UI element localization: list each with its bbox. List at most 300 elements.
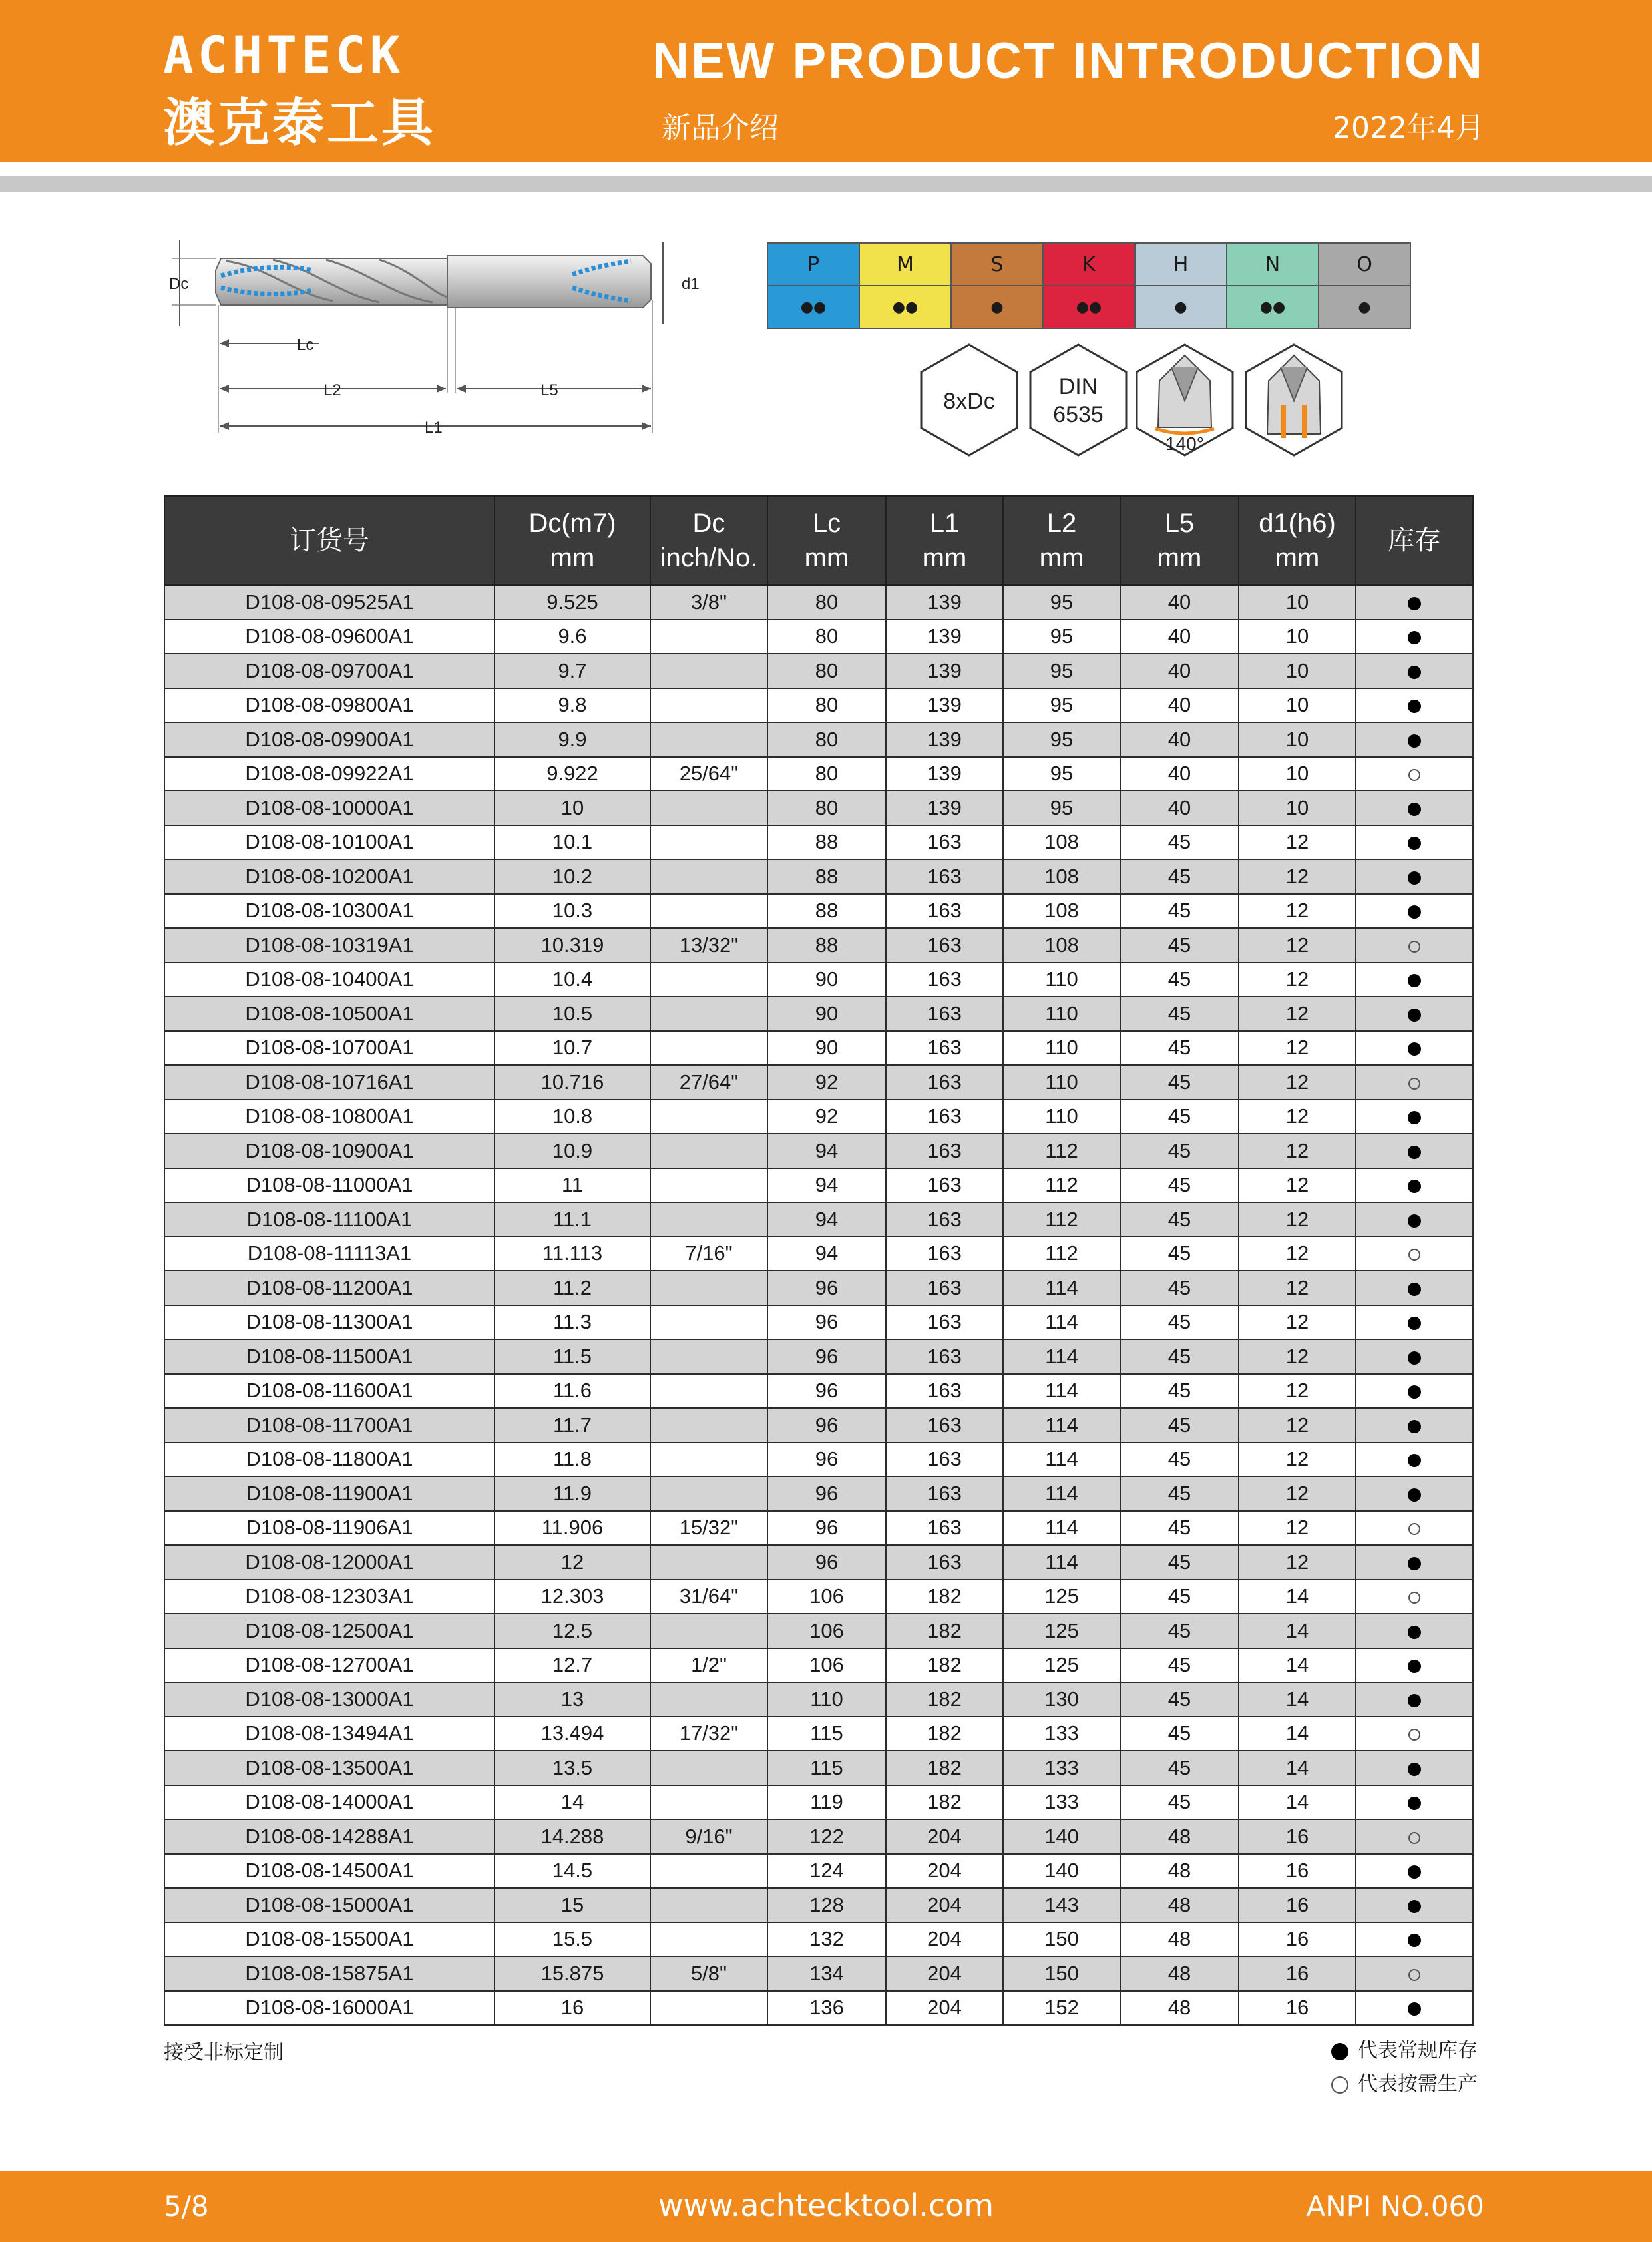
- table-cell: 10: [1239, 688, 1356, 723]
- table-row: [164, 1031, 1473, 1066]
- table-cell: 132: [767, 1922, 886, 1957]
- column-header: Dc(m7) mm: [495, 496, 650, 585]
- stock-status-cell: [1356, 928, 1473, 963]
- table-row: [164, 688, 1473, 723]
- filled-dot-icon: [1408, 1042, 1421, 1056]
- table-row: [164, 928, 1473, 963]
- table-cell: [650, 1443, 767, 1477]
- material-rating-o: ●: [1319, 286, 1410, 328]
- table-cell: 12: [1239, 1339, 1356, 1374]
- stock-status-cell: [1356, 1476, 1473, 1511]
- material-code-k: K: [1043, 243, 1135, 286]
- table-cell: [650, 1751, 767, 1785]
- legend-stock: [1331, 2034, 1478, 2068]
- stock-status-cell: [1356, 757, 1473, 791]
- material-code-h: H: [1135, 243, 1227, 286]
- table-cell: 152: [1003, 1991, 1120, 2026]
- filled-dot-icon: [1408, 1351, 1421, 1365]
- table-cell: 10: [1239, 585, 1356, 620]
- table-cell: 45: [1120, 1031, 1239, 1066]
- table-cell: 10.7: [495, 1031, 650, 1066]
- hollow-dot-icon: [1408, 1523, 1420, 1535]
- table-cell: 12: [495, 1545, 650, 1580]
- legend-order: [1331, 2068, 1478, 2101]
- table-cell: 16: [1239, 1991, 1356, 2026]
- stock-status-cell: [1356, 997, 1473, 1031]
- stock-status-cell: [1356, 859, 1473, 894]
- table-cell: 48: [1120, 1819, 1239, 1854]
- table-cell: 92: [767, 1065, 886, 1100]
- table-cell: 11.906: [495, 1511, 650, 1546]
- table-cell: 40: [1120, 722, 1239, 757]
- table-cell: 80: [767, 585, 886, 620]
- table-cell: 204: [886, 1991, 1003, 2026]
- stock-status-cell: [1356, 1751, 1473, 1785]
- table-cell: 80: [767, 722, 886, 757]
- table-cell: 45: [1120, 1339, 1239, 1374]
- table-cell: 96: [767, 1443, 886, 1477]
- table-cell: 119: [767, 1785, 886, 1820]
- order-number-cell: D108-08-10300A1: [164, 894, 495, 929]
- table-cell: 12: [1239, 1374, 1356, 1409]
- table-cell: 45: [1120, 1648, 1239, 1683]
- table-cell: 45: [1120, 1443, 1239, 1477]
- header-divider: [0, 176, 1652, 192]
- table-cell: [650, 1134, 767, 1168]
- table-row: [164, 894, 1473, 929]
- table-cell: [650, 859, 767, 894]
- table-cell: 163: [886, 1339, 1003, 1374]
- table-cell: 15: [495, 1888, 650, 1922]
- table-cell: 139: [886, 791, 1003, 825]
- table-cell: 5/8": [650, 1956, 767, 1991]
- hollow-dot-icon: [1408, 1729, 1420, 1741]
- table-row: [164, 1065, 1473, 1100]
- table-cell: 45: [1120, 1717, 1239, 1751]
- dim-label-lc: Lc: [297, 336, 314, 354]
- material-suitability-table: [767, 242, 1411, 329]
- table-cell: [650, 791, 767, 825]
- table-cell: 45: [1120, 894, 1239, 929]
- table-cell: 140: [1003, 1819, 1120, 1854]
- stock-status-cell: [1356, 825, 1473, 860]
- hollow-dot-icon: [1408, 1969, 1420, 1981]
- order-number-cell: D108-08-10100A1: [164, 825, 495, 860]
- brand-logo-en: ACHTECK: [163, 25, 405, 85]
- table-row: [164, 1305, 1473, 1340]
- table-cell: 14: [1239, 1614, 1356, 1648]
- order-number-cell: D108-08-14000A1: [164, 1785, 495, 1820]
- table-cell: 96: [767, 1339, 886, 1374]
- order-number-cell: D108-08-11200A1: [164, 1271, 495, 1305]
- product-spec-table: [164, 495, 1474, 2026]
- table-cell: 14: [1239, 1751, 1356, 1785]
- table-cell: [650, 894, 767, 929]
- table-cell: 11.8: [495, 1443, 650, 1477]
- table-cell: 80: [767, 757, 886, 791]
- stock-status-cell: [1356, 791, 1473, 825]
- table-cell: 12: [1239, 1443, 1356, 1477]
- table-cell: [650, 1100, 767, 1134]
- stock-status-cell: [1356, 1648, 1473, 1683]
- table-row: [164, 1134, 1473, 1168]
- table-cell: [650, 963, 767, 997]
- table-cell: 96: [767, 1511, 886, 1546]
- point-angle-icon: [1137, 345, 1233, 455]
- din-label: DIN: [1058, 374, 1098, 399]
- order-number-cell: D108-08-15875A1: [164, 1956, 495, 1991]
- table-cell: 80: [767, 620, 886, 654]
- table-cell: 95: [1003, 688, 1120, 723]
- table-cell: 45: [1120, 1374, 1239, 1409]
- order-number-cell: D108-08-09700A1: [164, 654, 495, 688]
- table-cell: 7/16": [650, 1237, 767, 1271]
- table-row: [164, 1888, 1473, 1922]
- table-cell: 108: [1003, 894, 1120, 929]
- table-cell: 163: [886, 1476, 1003, 1511]
- table-cell: 13.5: [495, 1751, 650, 1785]
- hollow-dot-icon: [1408, 941, 1420, 953]
- table-cell: 13/32": [650, 928, 767, 963]
- table-row: [164, 997, 1473, 1031]
- order-number-cell: D108-08-11906A1: [164, 1511, 495, 1546]
- table-body: [164, 585, 1473, 2025]
- order-number-cell: D108-08-12700A1: [164, 1648, 495, 1683]
- table-cell: 11.9: [495, 1476, 650, 1511]
- filled-dot-icon: [1408, 1317, 1421, 1330]
- filled-dot-icon: [1408, 2002, 1421, 2016]
- table-cell: 13: [495, 1682, 650, 1717]
- order-number-cell: D108-08-16000A1: [164, 1991, 495, 2026]
- table-cell: 163: [886, 1237, 1003, 1271]
- table-cell: 94: [767, 1202, 886, 1237]
- website-link[interactable]: www.achtecktool.com: [658, 2187, 994, 2223]
- table-row: [164, 1682, 1473, 1717]
- table-cell: 45: [1120, 963, 1239, 997]
- table-cell: 139: [886, 620, 1003, 654]
- table-cell: 10.5: [495, 997, 650, 1031]
- table-cell: 11: [495, 1168, 650, 1203]
- table-row: [164, 859, 1473, 894]
- stock-status-cell: [1356, 1717, 1473, 1751]
- table-cell: 182: [886, 1751, 1003, 1785]
- stock-status-cell: [1356, 1443, 1473, 1477]
- table-cell: 90: [767, 1031, 886, 1066]
- table-cell: 90: [767, 997, 886, 1031]
- stock-status-cell: [1356, 1031, 1473, 1066]
- table-row: [164, 1511, 1473, 1546]
- stock-status-cell: [1356, 620, 1473, 654]
- hollow-dot-icon: [1408, 1078, 1420, 1090]
- table-cell: 14: [1239, 1785, 1356, 1820]
- table-cell: 12: [1239, 1237, 1356, 1271]
- table-cell: 163: [886, 928, 1003, 963]
- filled-dot-icon: [1408, 1488, 1421, 1502]
- material-code-m: M: [859, 243, 951, 286]
- table-cell: [650, 1922, 767, 1957]
- page-title: NEW PRODUCT INTRODUCTION: [652, 33, 1484, 89]
- table-cell: 14: [1239, 1580, 1356, 1614]
- table-cell: 12.7: [495, 1648, 650, 1683]
- table-cell: 112: [1003, 1202, 1120, 1237]
- filled-dot-icon: [1408, 1797, 1421, 1810]
- order-number-cell: D108-08-15500A1: [164, 1922, 495, 1957]
- filled-dot-icon: [1408, 700, 1421, 713]
- filled-dot-icon: [1408, 1420, 1421, 1433]
- filled-dot-icon: [1408, 837, 1421, 850]
- filled-dot-icon: [1408, 1626, 1421, 1639]
- table-cell: 163: [886, 1511, 1003, 1546]
- table-cell: [650, 620, 767, 654]
- table-cell: 114: [1003, 1374, 1120, 1409]
- table-row: [164, 1648, 1473, 1683]
- table-cell: 12: [1239, 894, 1356, 929]
- order-number-cell: D108-08-09600A1: [164, 620, 495, 654]
- table-cell: 94: [767, 1237, 886, 1271]
- stock-status-cell: [1356, 894, 1473, 929]
- table-cell: 40: [1120, 757, 1239, 791]
- hollow-dot-icon: [1331, 2076, 1348, 2094]
- material-rating-h: ●: [1135, 286, 1227, 328]
- table-cell: 45: [1120, 1580, 1239, 1614]
- din-number-label: 6535: [1053, 402, 1104, 427]
- table-cell: 12: [1239, 1134, 1356, 1168]
- filled-dot-icon: [1408, 1385, 1421, 1399]
- table-cell: 110: [1003, 1031, 1120, 1066]
- table-cell: 45: [1120, 1476, 1239, 1511]
- table-cell: [650, 1374, 767, 1409]
- order-number-cell: D108-08-10200A1: [164, 859, 495, 894]
- table-cell: 92: [767, 1100, 886, 1134]
- table-cell: 16: [1239, 1819, 1356, 1854]
- table-cell: 10.3: [495, 894, 650, 929]
- table-cell: 12: [1239, 859, 1356, 894]
- table-cell: [650, 1888, 767, 1922]
- table-cell: 48: [1120, 1922, 1239, 1957]
- table-cell: 94: [767, 1134, 886, 1168]
- column-header: L5 mm: [1120, 496, 1239, 585]
- order-number-cell: D108-08-13000A1: [164, 1682, 495, 1717]
- order-number-cell: D108-08-11500A1: [164, 1339, 495, 1374]
- hollow-dot-icon: [1408, 1592, 1420, 1604]
- table-cell: 110: [1003, 1100, 1120, 1134]
- table-cell: 163: [886, 1374, 1003, 1409]
- table-row: [164, 1202, 1473, 1237]
- table-cell: 17/32": [650, 1717, 767, 1751]
- table-cell: 12: [1239, 1545, 1356, 1580]
- filled-dot-icon: [1408, 1146, 1421, 1159]
- table-row: [164, 1922, 1473, 1957]
- table-cell: 95: [1003, 654, 1120, 688]
- dim-label-d1: d1: [682, 275, 700, 293]
- table-row: [164, 1168, 1473, 1203]
- stock-status-cell: [1356, 1545, 1473, 1580]
- table-cell: 12: [1239, 963, 1356, 997]
- table-cell: 45: [1120, 1511, 1239, 1546]
- table-cell: 48: [1120, 1888, 1239, 1922]
- table-cell: 11.5: [495, 1339, 650, 1374]
- table-cell: [650, 825, 767, 860]
- table-cell: 11.3: [495, 1305, 650, 1340]
- order-number-cell: D108-08-09922A1: [164, 757, 495, 791]
- table-cell: 163: [886, 1100, 1003, 1134]
- table-cell: 10.2: [495, 859, 650, 894]
- table-cell: 10: [1239, 722, 1356, 757]
- filled-dot-icon: [1331, 2043, 1348, 2060]
- table-cell: 182: [886, 1717, 1003, 1751]
- filled-dot-icon: [1408, 1694, 1421, 1707]
- table-cell: 10.319: [495, 928, 650, 963]
- table-cell: 16: [1239, 1956, 1356, 1991]
- table-cell: 112: [1003, 1168, 1120, 1203]
- table-cell: 204: [886, 1922, 1003, 1957]
- table-cell: 45: [1120, 1751, 1239, 1785]
- order-number-cell: D108-08-12500A1: [164, 1614, 495, 1648]
- table-cell: 15.5: [495, 1922, 650, 1957]
- din-standard-icon: [1030, 345, 1126, 455]
- filled-dot-icon: [1408, 871, 1421, 885]
- filled-dot-icon: [1408, 597, 1421, 610]
- dim-label-l5: L5: [540, 381, 558, 399]
- table-row: [164, 1476, 1473, 1511]
- table-cell: 16: [1239, 1854, 1356, 1889]
- filled-dot-icon: [1408, 1111, 1421, 1124]
- table-cell: 114: [1003, 1443, 1120, 1477]
- table-row: [164, 722, 1473, 757]
- table-cell: 139: [886, 722, 1003, 757]
- table-cell: 115: [767, 1717, 886, 1751]
- stock-status-cell: [1356, 1271, 1473, 1305]
- table-cell: 163: [886, 1202, 1003, 1237]
- table-cell: 124: [767, 1854, 886, 1889]
- table-cell: 182: [886, 1785, 1003, 1820]
- table-cell: 11.2: [495, 1271, 650, 1305]
- order-number-cell: D108-08-13494A1: [164, 1717, 495, 1751]
- table-cell: 45: [1120, 1065, 1239, 1100]
- table-cell: 114: [1003, 1271, 1120, 1305]
- table-cell: [650, 1785, 767, 1820]
- table-cell: 12: [1239, 1305, 1356, 1340]
- order-number-cell: D108-08-11900A1: [164, 1476, 495, 1511]
- table-cell: 122: [767, 1819, 886, 1854]
- table-cell: [650, 1854, 767, 1889]
- table-cell: 45: [1120, 1785, 1239, 1820]
- table-cell: [650, 722, 767, 757]
- legend-order-label: 代表按需生产: [1358, 2072, 1478, 2096]
- table-cell: 12: [1239, 1476, 1356, 1511]
- custom-order-note: 接受非标定制: [164, 2041, 284, 2064]
- material-code-s: S: [951, 243, 1043, 286]
- column-header: Dc inch/No.: [650, 496, 767, 585]
- table-cell: 204: [886, 1956, 1003, 1991]
- table-cell: [650, 1614, 767, 1648]
- order-number-cell: D108-08-10716A1: [164, 1065, 495, 1100]
- table-cell: 204: [886, 1854, 1003, 1889]
- table-cell: 14: [495, 1785, 650, 1820]
- table-cell: 45: [1120, 1237, 1239, 1271]
- table-cell: 128: [767, 1888, 886, 1922]
- table-cell: 15.875: [495, 1956, 650, 1991]
- table-cell: 48: [1120, 1854, 1239, 1889]
- point-angle-label: 140°: [1165, 433, 1204, 454]
- table-cell: 110: [767, 1682, 886, 1717]
- page-header: [0, 0, 1652, 162]
- stock-status-cell: [1356, 1168, 1473, 1203]
- table-cell: 11.6: [495, 1374, 650, 1409]
- table-cell: 40: [1120, 585, 1239, 620]
- order-number-cell: D108-08-15000A1: [164, 1888, 495, 1922]
- filled-dot-icon: [1408, 631, 1421, 644]
- order-number-cell: D108-08-09800A1: [164, 688, 495, 723]
- stock-status-cell: [1356, 1785, 1473, 1820]
- order-number-cell: D108-08-11700A1: [164, 1408, 495, 1443]
- table-cell: 45: [1120, 1271, 1239, 1305]
- table-cell: 10: [495, 791, 650, 825]
- table-cell: 45: [1120, 825, 1239, 860]
- table-cell: 27/64": [650, 1065, 767, 1100]
- table-cell: 139: [886, 688, 1003, 723]
- column-header: L2 mm: [1003, 496, 1120, 585]
- table-cell: 110: [1003, 963, 1120, 997]
- table-cell: 45: [1120, 1545, 1239, 1580]
- table-cell: 40: [1120, 620, 1239, 654]
- table-cell: 125: [1003, 1648, 1120, 1683]
- table-cell: 163: [886, 859, 1003, 894]
- table-cell: [650, 1305, 767, 1340]
- table-cell: 139: [886, 585, 1003, 620]
- table-cell: 114: [1003, 1339, 1120, 1374]
- table-row: [164, 1854, 1473, 1889]
- order-number-cell: D108-08-11000A1: [164, 1168, 495, 1203]
- material-rating-k: ●●: [1043, 286, 1135, 328]
- table-cell: 182: [886, 1580, 1003, 1614]
- order-number-cell: D108-08-14500A1: [164, 1854, 495, 1889]
- table-cell: 45: [1120, 1134, 1239, 1168]
- table-cell: 134: [767, 1956, 886, 1991]
- table-cell: 94: [767, 1168, 886, 1203]
- table-cell: [650, 997, 767, 1031]
- order-number-cell: D108-08-10319A1: [164, 928, 495, 963]
- table-cell: 25/64": [650, 757, 767, 791]
- drill-dimension-drawing: [160, 226, 706, 453]
- table-cell: 45: [1120, 997, 1239, 1031]
- table-cell: 88: [767, 825, 886, 860]
- table-cell: 14.5: [495, 1854, 650, 1889]
- table-cell: 31/64": [650, 1580, 767, 1614]
- table-cell: 95: [1003, 791, 1120, 825]
- table-cell: 114: [1003, 1545, 1120, 1580]
- order-number-cell: D108-08-10700A1: [164, 1031, 495, 1066]
- stock-status-cell: [1356, 1202, 1473, 1237]
- brand-logo-cn: 澳克泰工具: [163, 93, 437, 153]
- hollow-dot-icon: [1408, 1832, 1420, 1844]
- table-cell: 12: [1239, 1031, 1356, 1066]
- table-cell: 9.7: [495, 654, 650, 688]
- table-cell: 139: [886, 654, 1003, 688]
- table-cell: 14: [1239, 1717, 1356, 1751]
- table-cell: 163: [886, 997, 1003, 1031]
- table-row: [164, 1991, 1473, 2026]
- table-cell: 150: [1003, 1956, 1120, 1991]
- order-number-cell: D108-08-12303A1: [164, 1580, 495, 1614]
- table-row: [164, 1545, 1473, 1580]
- stock-status-cell: [1356, 654, 1473, 688]
- table-cell: 9.6: [495, 620, 650, 654]
- table-cell: 16: [1239, 1922, 1356, 1957]
- filled-dot-icon: [1408, 1934, 1421, 1947]
- table-cell: 15/32": [650, 1511, 767, 1546]
- table-cell: 14: [1239, 1682, 1356, 1717]
